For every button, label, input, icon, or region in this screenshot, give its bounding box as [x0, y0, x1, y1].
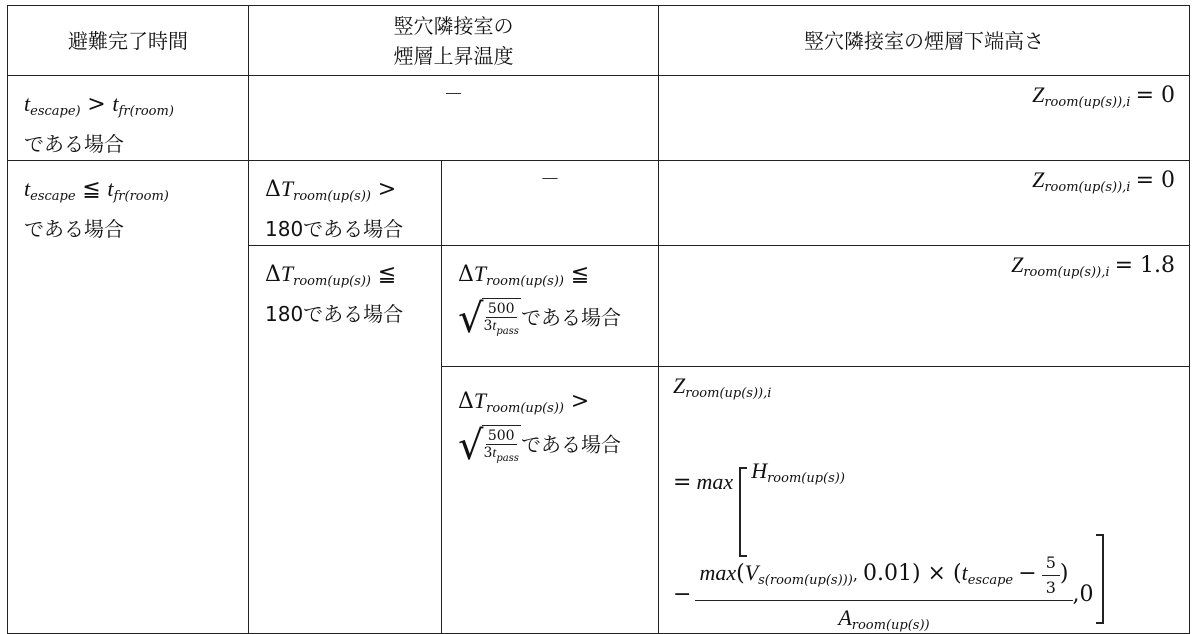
row4-formula: $Z_{room(up(s)),i}$ = max $H_{room(up(s))}$ − $\max(V_{s(room(up(s)))}$, $0.01) \times (t_{escape}$ − $\frac{5}{3}$ ) $A_{room(up(s))}$ , 0 — [659, 367, 1190, 634]
header-evacuation-time: 避難完了時間 — [8, 6, 249, 76]
smoke-layer-table — [7, 5, 1190, 634]
row3-result: $Z_{room(up(s)),i} = 1.8$ — [659, 246, 1190, 367]
row2-subcondition: $\Delta T_{room(up(s))}$ > 180である場合 — [249, 161, 442, 246]
header-smoke-layer-height: 竪穴隣接室の煙層下端高さ — [659, 6, 1190, 76]
row3-subcondition: $\Delta T_{room(up(s))}$ ≦ 180である場合 — [249, 246, 442, 634]
row2-dash: － — [442, 161, 659, 246]
row1-result: $Z_{room(up(s)),i} = 0$ — [659, 76, 1190, 161]
row2-result: $Z_{room(up(s)),i} = 0$ — [659, 161, 1190, 246]
header-smoke-temperature: 竪穴隣接室の 煙層上昇温度 — [249, 6, 659, 76]
row1-condition: $t_{escape)} > t_{fr(room)}$ である場合 — [8, 76, 249, 161]
sqrt-symbol: √ $\frac{500}{3t_{pass}}$ — [458, 423, 519, 469]
row3-sqrt-condition: $\Delta T_{room(up(s))}$ ≦ √ $\frac{500}{3t_{pass}}$ である場合 — [442, 246, 659, 367]
row2-condition: $t_{escape}$ ≦ $t_{fr(room)}$ である場合 — [8, 161, 249, 634]
sqrt-symbol: √ $\frac{500}{3t_{pass}}$ — [458, 296, 519, 342]
row4-sqrt-condition: $\Delta T_{room(up(s))}$ > √ $\frac{500}{3t_{pass}}$ である場合 — [442, 367, 659, 634]
left-bracket — [739, 467, 747, 557]
right-bracket — [1096, 534, 1104, 624]
row1-temperature-dash: － — [249, 76, 659, 161]
